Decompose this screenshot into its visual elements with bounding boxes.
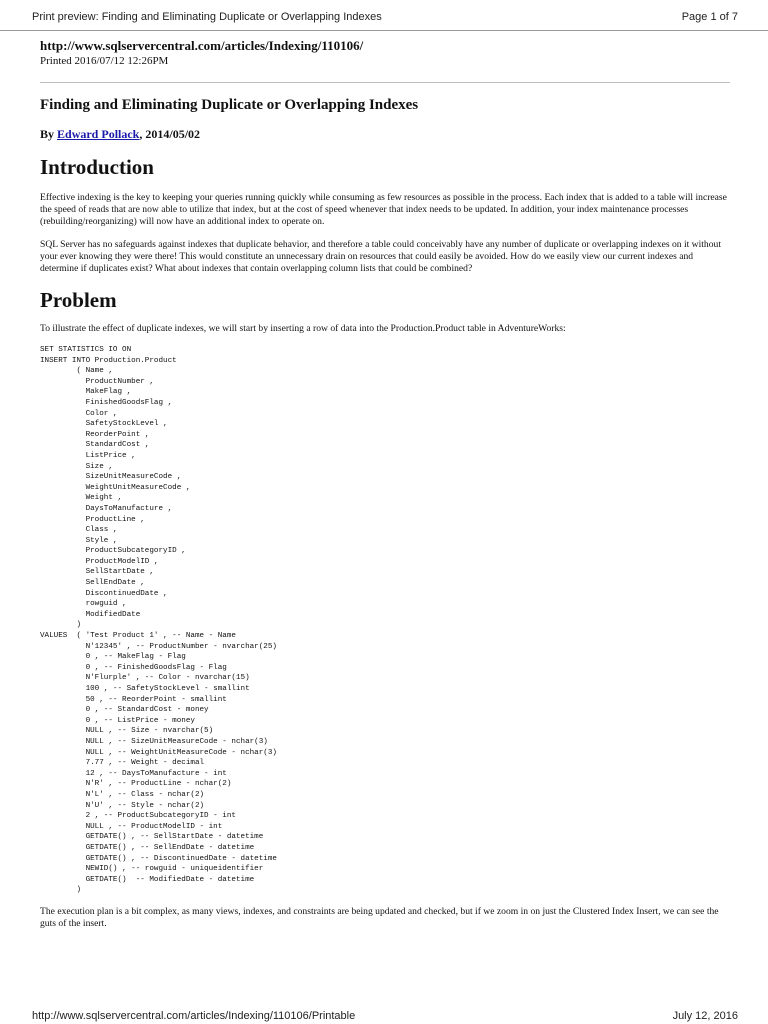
print-footer-date: July 12, 2016 <box>672 1010 738 1022</box>
byline <box>40 127 730 142</box>
header-divider <box>40 82 730 83</box>
print-footer <box>0 998 768 1024</box>
problem-paragraph-1: To illustrate the effect of duplicate indexes, we will start by inserting a row of data into the Production.Product table in AdventureWorks: <box>40 323 566 334</box>
print-header-page-number: Page 1 of 7 <box>681 11 738 23</box>
print-header-title: Print preview: Finding and Eliminating Duplicate or Overlapping Indexes <box>32 11 382 23</box>
article-url[interactable]: http://www.sqlservercentral.com/articles/Indexing/110106/ <box>40 38 364 53</box>
problem-heading: Problem <box>40 288 117 312</box>
article-content <box>40 38 730 930</box>
print-footer-url: http://www.sqlservercentral.com/articles/Indexing/110106/Printable <box>32 1010 356 1022</box>
sql-code-block: SET STATISTICS IO ON INSERT INTO Production.Product ( Name , ProductNumber , MakeFlag , FinishedGoodsFlag , Color , SafetyStockLevel , ReorderPoint , StandardCost , ListPrice , Size , SizeUnitMeasureCode , WeightUnitMeasureCode , Weight , DaysToManufacture , ProductLine , Class , Style , ProductSubcategoryID , ProductModelID , SellStartDate , SellEndDate , DiscontinuedDate , rowguid , ModifiedDate ) VALUES ( 'Test Product 1' , -- Name - Name N'12345' , -- ProductNumber - nvarchar(25) 0 , -- MakeFlag - Flag 0 , -- FinishedGoodsFlag - Flag N'Flurple' , -- Color - nvarchar(15) 100 , -- SafetyStockLevel - smallint 50 , -- ReorderPoint - smallint 0 , -- StandardCost - money 0 , -- ListPrice - money NULL , -- Size - nvarchar(5) NULL , -- SizeUnitMeasureCode - nchar(3) NULL , -- WeightUnitMeasureCode - nchar(3) 7.77 , -- Weight - decimal 12 , -- DaysToManufacture - int N'R' , -- ProductLine - nchar(2) N'L' , -- Class - nchar(2) N'U' , -- Style - nchar(2) 2 , -- ProductSubcategoryID - int NULL , -- ProductModelID - int GETDATE() , -- SellStartDate - datetime GETDATE() , -- SellEndDate - datetime GETDATE() , -- DiscontinuedDate - datetime NEWID() , -- rowguid - uniqueidentifier GETDATE() -- ModifiedDate - datetime ) <box>40 346 277 895</box>
problem-paragraph-2: The execution plan is a bit complex, as many views, indexes, and constraints are being updated and checked, but if we zoom in on just the Clustered Index Insert, we can see the guts of the insert. <box>40 905 719 929</box>
introduction-heading: Introduction <box>40 155 154 179</box>
author-link[interactable]: Edward Pollack <box>57 127 140 141</box>
introduction-paragraph-1: Effective indexing is the key to keeping your queries running quickly while consuming as few resources as possible in the process. Each index that is added to a table will increase the speed of reads that are now able to utilize that index, but at the cost of speed whenever that index needs to be updated. In addition, your index maintenance processes (rebuilding/reorganizing) will now have an additional index to operate on. <box>40 192 727 227</box>
publish-date: , 2014/05/02 <box>139 127 201 141</box>
byline-prefix: By <box>40 127 58 141</box>
printed-timestamp: Printed 2016/07/12 12:26PM <box>40 55 169 67</box>
print-header <box>0 0 768 31</box>
article-title: Finding and Eliminating Duplicate or Overlapping Indexes <box>40 97 419 113</box>
introduction-paragraph-2: SQL Server has no safeguards against indexes that duplicate behavior, and therefore a table could conceivably have any number of duplicate or overlapping indexes on it without your ever knowing they were there! This would constitute an unnecessary drain on resources that could easily be avoided. How do we easily view our current indexes and determine if duplicates exist? What about indexes that contain overlapping column lists that could be combined? <box>40 239 721 274</box>
